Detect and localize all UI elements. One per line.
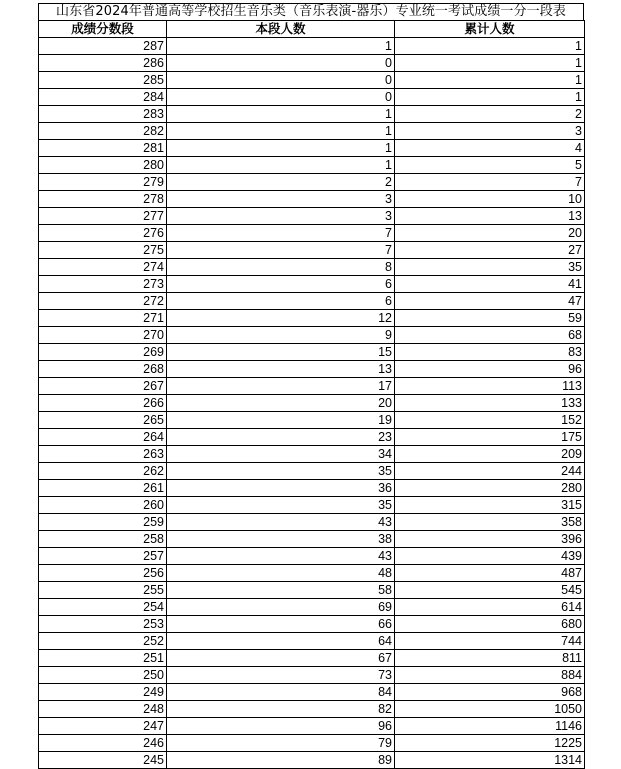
score-cell: 272: [39, 293, 167, 310]
cumulative-count-cell: 152: [395, 412, 585, 429]
table-row: [39, 310, 585, 327]
score-cell: 262: [39, 463, 167, 480]
score-cell: 279: [39, 174, 167, 191]
score-cell: 286: [39, 55, 167, 72]
cumulative-count-cell: 545: [395, 582, 585, 599]
cumulative-count-cell: 1314: [395, 752, 585, 769]
cumulative-count-cell: 2: [395, 106, 585, 123]
score-table: [38, 20, 585, 769]
score-cell: 276: [39, 225, 167, 242]
band-count-cell: 1: [167, 157, 395, 174]
cumulative-count-cell: 396: [395, 531, 585, 548]
cumulative-count-cell: 1225: [395, 735, 585, 752]
score-cell: 261: [39, 480, 167, 497]
band-count-cell: 15: [167, 344, 395, 361]
band-count-cell: 43: [167, 514, 395, 531]
score-cell: 284: [39, 89, 167, 106]
cumulative-count-cell: 439: [395, 548, 585, 565]
table-row: [39, 395, 585, 412]
table-row: [39, 752, 585, 769]
table-row: [39, 123, 585, 140]
table-row: [39, 735, 585, 752]
score-cell: 266: [39, 395, 167, 412]
score-cell: 270: [39, 327, 167, 344]
cumulative-count-cell: 358: [395, 514, 585, 531]
score-cell: 263: [39, 446, 167, 463]
cumulative-count-cell: 209: [395, 446, 585, 463]
table-row: [39, 412, 585, 429]
header-cumulative-count: 累计人数: [395, 21, 585, 38]
band-count-cell: 36: [167, 480, 395, 497]
header-row: [39, 21, 585, 38]
score-cell: 264: [39, 429, 167, 446]
score-cell: 249: [39, 684, 167, 701]
score-cell: 248: [39, 701, 167, 718]
cumulative-count-cell: 280: [395, 480, 585, 497]
score-cell: 257: [39, 548, 167, 565]
score-cell: 260: [39, 497, 167, 514]
score-cell: 287: [39, 38, 167, 55]
band-count-cell: 79: [167, 735, 395, 752]
table-row: [39, 718, 585, 735]
cumulative-count-cell: 1: [395, 72, 585, 89]
table-row: [39, 446, 585, 463]
table-row: [39, 565, 585, 582]
table-row: [39, 497, 585, 514]
table-row: [39, 548, 585, 565]
table-row: [39, 174, 585, 191]
table-row: [39, 106, 585, 123]
cumulative-count-cell: 83: [395, 344, 585, 361]
header-band-count: 本段人数: [167, 21, 395, 38]
score-cell: 280: [39, 157, 167, 174]
band-count-cell: 0: [167, 55, 395, 72]
cumulative-count-cell: 1: [395, 55, 585, 72]
cumulative-count-cell: 487: [395, 565, 585, 582]
table-row: [39, 633, 585, 650]
cumulative-count-cell: 811: [395, 650, 585, 667]
score-cell: 281: [39, 140, 167, 157]
score-cell: 265: [39, 412, 167, 429]
band-count-cell: 8: [167, 259, 395, 276]
score-cell: 278: [39, 191, 167, 208]
cumulative-count-cell: 315: [395, 497, 585, 514]
table-row: [39, 514, 585, 531]
header-score-band: 成绩分数段: [39, 21, 167, 38]
band-count-cell: 48: [167, 565, 395, 582]
score-cell: 259: [39, 514, 167, 531]
cumulative-count-cell: 10: [395, 191, 585, 208]
band-count-cell: 35: [167, 463, 395, 480]
band-count-cell: 3: [167, 208, 395, 225]
table-row: [39, 344, 585, 361]
score-distribution-sheet: [38, 3, 584, 769]
table-row: [39, 616, 585, 633]
score-cell: 253: [39, 616, 167, 633]
cumulative-count-cell: 5: [395, 157, 585, 174]
cumulative-count-cell: 96: [395, 361, 585, 378]
cumulative-count-cell: 59: [395, 310, 585, 327]
table-row: [39, 225, 585, 242]
band-count-cell: 73: [167, 667, 395, 684]
cumulative-count-cell: 968: [395, 684, 585, 701]
cumulative-count-cell: 13: [395, 208, 585, 225]
cumulative-count-cell: 20: [395, 225, 585, 242]
score-cell: 246: [39, 735, 167, 752]
score-cell: 267: [39, 378, 167, 395]
band-count-cell: 0: [167, 89, 395, 106]
cumulative-count-cell: 680: [395, 616, 585, 633]
band-count-cell: 9: [167, 327, 395, 344]
cumulative-count-cell: 4: [395, 140, 585, 157]
table-row: [39, 72, 585, 89]
score-cell: 247: [39, 718, 167, 735]
band-count-cell: 67: [167, 650, 395, 667]
band-count-cell: 2: [167, 174, 395, 191]
band-count-cell: 38: [167, 531, 395, 548]
band-count-cell: 34: [167, 446, 395, 463]
table-row: [39, 429, 585, 446]
cumulative-count-cell: 133: [395, 395, 585, 412]
cumulative-count-cell: 41: [395, 276, 585, 293]
score-cell: 251: [39, 650, 167, 667]
score-cell: 271: [39, 310, 167, 327]
band-count-cell: 7: [167, 225, 395, 242]
score-cell: 269: [39, 344, 167, 361]
band-count-cell: 0: [167, 72, 395, 89]
table-row: [39, 259, 585, 276]
cumulative-count-cell: 1050: [395, 701, 585, 718]
score-cell: 285: [39, 72, 167, 89]
table-row: [39, 276, 585, 293]
table-row: [39, 157, 585, 174]
table-row: [39, 582, 585, 599]
table-row: [39, 480, 585, 497]
score-cell: 273: [39, 276, 167, 293]
score-cell: 256: [39, 565, 167, 582]
band-count-cell: 1: [167, 106, 395, 123]
table-row: [39, 361, 585, 378]
band-count-cell: 82: [167, 701, 395, 718]
band-count-cell: 64: [167, 633, 395, 650]
score-cell: 275: [39, 242, 167, 259]
band-count-cell: 13: [167, 361, 395, 378]
band-count-cell: 58: [167, 582, 395, 599]
table-row: [39, 89, 585, 106]
table-row: [39, 650, 585, 667]
band-count-cell: 6: [167, 276, 395, 293]
cumulative-count-cell: 1146: [395, 718, 585, 735]
score-cell: 245: [39, 752, 167, 769]
table-row: [39, 378, 585, 395]
cumulative-count-cell: 175: [395, 429, 585, 446]
table-row: [39, 293, 585, 310]
band-count-cell: 1: [167, 123, 395, 140]
table-row: [39, 667, 585, 684]
table-body: [39, 38, 585, 769]
table-row: [39, 38, 585, 55]
band-count-cell: 3: [167, 191, 395, 208]
table-row: [39, 531, 585, 548]
score-cell: 250: [39, 667, 167, 684]
band-count-cell: 66: [167, 616, 395, 633]
score-cell: 282: [39, 123, 167, 140]
band-count-cell: 19: [167, 412, 395, 429]
band-count-cell: 69: [167, 599, 395, 616]
band-count-cell: 43: [167, 548, 395, 565]
table-row: [39, 327, 585, 344]
table-title: 山东省2024年普通高等学校招生音乐类（音乐表演-器乐）专业统一考试成绩一分一段表: [38, 3, 584, 20]
band-count-cell: 35: [167, 497, 395, 514]
score-cell: 258: [39, 531, 167, 548]
table-row: [39, 684, 585, 701]
table-row: [39, 242, 585, 259]
cumulative-count-cell: 47: [395, 293, 585, 310]
table-row: [39, 140, 585, 157]
table-row: [39, 191, 585, 208]
band-count-cell: 7: [167, 242, 395, 259]
band-count-cell: 96: [167, 718, 395, 735]
band-count-cell: 89: [167, 752, 395, 769]
cumulative-count-cell: 744: [395, 633, 585, 650]
cumulative-count-cell: 884: [395, 667, 585, 684]
cumulative-count-cell: 614: [395, 599, 585, 616]
table-row: [39, 701, 585, 718]
band-count-cell: 23: [167, 429, 395, 446]
cumulative-count-cell: 1: [395, 89, 585, 106]
cumulative-count-cell: 35: [395, 259, 585, 276]
band-count-cell: 6: [167, 293, 395, 310]
table-row: [39, 599, 585, 616]
score-cell: 255: [39, 582, 167, 599]
table-row: [39, 463, 585, 480]
band-count-cell: 1: [167, 140, 395, 157]
table-row: [39, 208, 585, 225]
cumulative-count-cell: 113: [395, 378, 585, 395]
score-cell: 277: [39, 208, 167, 225]
score-cell: 268: [39, 361, 167, 378]
band-count-cell: 84: [167, 684, 395, 701]
cumulative-count-cell: 27: [395, 242, 585, 259]
cumulative-count-cell: 7: [395, 174, 585, 191]
band-count-cell: 12: [167, 310, 395, 327]
score-cell: 283: [39, 106, 167, 123]
score-cell: 274: [39, 259, 167, 276]
band-count-cell: 17: [167, 378, 395, 395]
table-row: [39, 55, 585, 72]
cumulative-count-cell: 244: [395, 463, 585, 480]
band-count-cell: 20: [167, 395, 395, 412]
cumulative-count-cell: 68: [395, 327, 585, 344]
cumulative-count-cell: 1: [395, 38, 585, 55]
band-count-cell: 1: [167, 38, 395, 55]
score-cell: 254: [39, 599, 167, 616]
score-cell: 252: [39, 633, 167, 650]
cumulative-count-cell: 3: [395, 123, 585, 140]
